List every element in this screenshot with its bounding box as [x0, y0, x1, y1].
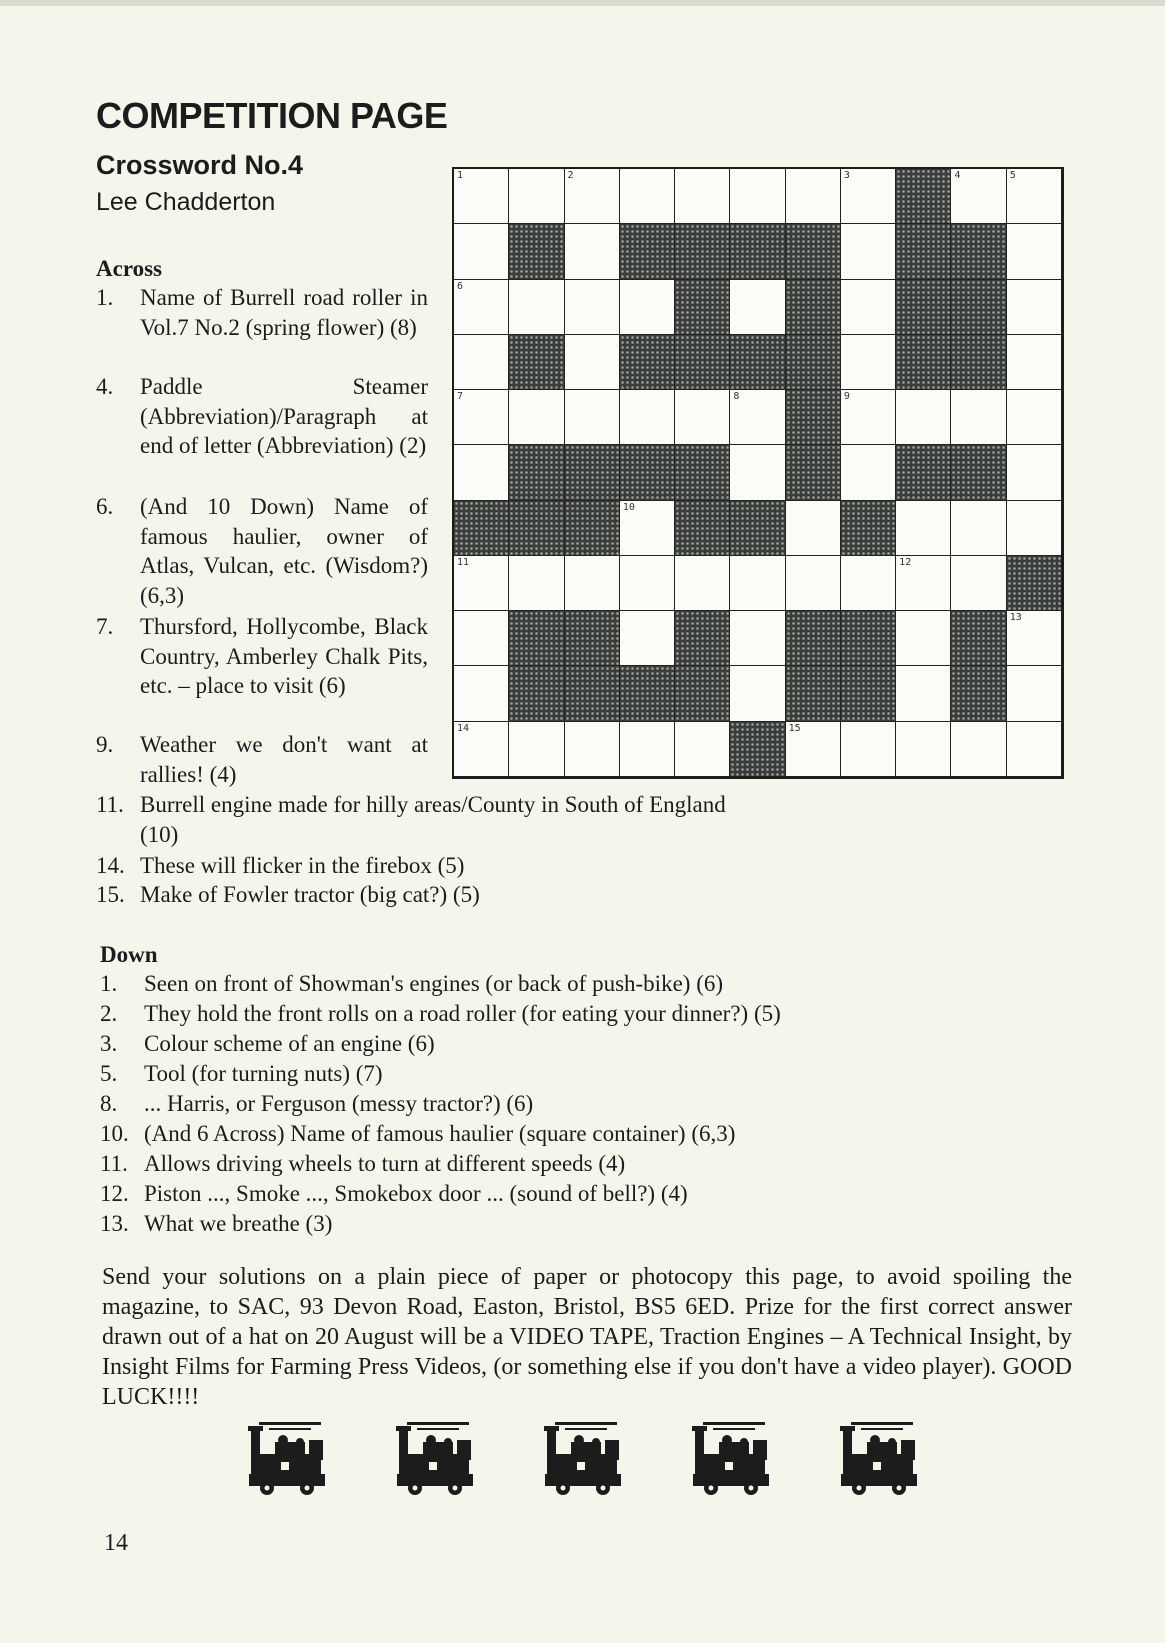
crossword-block — [896, 280, 951, 335]
crossword-cell — [1007, 280, 1062, 335]
crossword-block — [951, 224, 1006, 279]
crossword-block — [454, 501, 509, 556]
down-clue-12: 12. Piston ..., Smoke ..., Smokebox door ... (sound of bell?) (4) — [100, 1181, 688, 1206]
crossword-block — [951, 335, 1006, 390]
crossword-block — [675, 666, 730, 721]
crossword-cell — [620, 390, 675, 445]
clue-number: 5 — [1009, 170, 1016, 181]
down-clue-5: 5. Tool (for turning nuts) (7) — [100, 1061, 383, 1086]
crossword-cell — [1007, 224, 1062, 279]
crossword-cell — [951, 722, 1006, 777]
crossword-block — [675, 280, 730, 335]
crossword-cell — [841, 224, 896, 279]
crossword-cell — [841, 280, 896, 335]
crossword-block — [1007, 556, 1062, 611]
crossword-cell — [786, 501, 841, 556]
crossword-cell — [565, 224, 620, 279]
crossword-block — [786, 280, 841, 335]
crossword-block — [675, 445, 730, 500]
crossword-cell — [620, 722, 675, 777]
crossword-cell — [951, 169, 1006, 224]
crossword-block — [786, 390, 841, 445]
crossword-cell — [620, 556, 675, 611]
crossword-cell — [565, 390, 620, 445]
down-clue-2: 2. They hold the front rolls on a road roller (for eating your dinner?) (5) — [100, 1001, 781, 1026]
crossword-cell — [620, 501, 675, 556]
crossword-block — [786, 335, 841, 390]
crossword-cell — [841, 390, 896, 445]
clue-number: 7 — [457, 391, 464, 403]
clue-number: 9 — [843, 391, 850, 403]
traction-engine-icon — [396, 1422, 473, 1495]
across-clue-6: 6. (And 10 Down) Name of famous haulier, owner of Atlas, Vulcan, etc. (Wisdom?) (6,3) — [96, 494, 428, 608]
crossword-block — [620, 666, 675, 721]
crossword-cell — [730, 280, 785, 335]
crossword-block — [675, 611, 730, 666]
page-title: COMPETITION PAGE — [96, 95, 448, 136]
crossword-cell — [509, 390, 564, 445]
clue-number: 12 — [899, 556, 912, 568]
crossword-cell — [620, 280, 675, 335]
across-clue-1: 1. Name of Burrell road roller in Vol.7 No.2 (spring flower) (8) — [96, 285, 428, 340]
across-heading: Across — [96, 256, 163, 281]
crossword-cell — [454, 280, 509, 335]
crossword-cell — [841, 445, 896, 500]
crossword-block — [620, 445, 675, 500]
crossword-block — [509, 224, 564, 279]
entry-instructions: Send your solutions on a plain piece of paper or photocopy this page, to avoid spoiling the magazine, to SAC, 93 Devon Road, Easton, Bristol, BS5 6ED. Prize for the first correct answer drawn out of a hat on 20 August will be a VIDEO TAPE, Traction Engines – A Technical Insight, by Insight Films for Farming Press Videos, (or something else if you don't have a video player). GOOD LUCK!!!! — [102, 1264, 1072, 1410]
crossword-cell — [730, 611, 785, 666]
crossword-cell — [565, 722, 620, 777]
down-clue-3: 3. Colour scheme of an engine (6) — [100, 1031, 435, 1056]
crossword-cell — [675, 169, 730, 224]
crossword-cell — [1007, 390, 1062, 445]
crossword-cell — [620, 611, 675, 666]
across-clue-15: 15. Make of Fowler tractor (big cat?) (5) — [96, 882, 480, 907]
crossword-block — [509, 666, 564, 721]
crossword-block — [896, 169, 951, 224]
crossword-cell — [509, 169, 564, 224]
crossword-block — [841, 501, 896, 556]
crossword-cell — [896, 722, 951, 777]
crossword-block — [509, 335, 564, 390]
across-clue-14: 14. These will flicker in the firebox (5) — [96, 853, 465, 878]
crossword-cell — [1007, 445, 1062, 500]
crossword-block — [675, 224, 730, 279]
crossword-block — [841, 666, 896, 721]
crossword-block — [565, 666, 620, 721]
across-clue-11: 11. Burrell engine made for hilly areas/County in South of England (10) — [96, 792, 726, 847]
crossword-cell — [454, 335, 509, 390]
crossword-cell — [786, 722, 841, 777]
crossword-cell — [730, 169, 785, 224]
traction-engine-row — [245, 1418, 945, 1510]
crossword-cell — [1007, 666, 1062, 721]
crossword-block — [896, 224, 951, 279]
crossword-cell — [896, 390, 951, 445]
crossword-block — [620, 335, 675, 390]
crossword-cell — [454, 445, 509, 500]
crossword-cell — [1007, 611, 1062, 666]
crossword-cell — [509, 280, 564, 335]
page-number: 14 — [104, 1530, 128, 1556]
down-clue-10: 10. (And 6 Across) Name of famous haulier (square container) (6,3) — [100, 1121, 736, 1146]
crossword-cell — [730, 390, 785, 445]
crossword-block — [730, 722, 785, 777]
crossword-cell — [454, 666, 509, 721]
crossword-subtitle: Crossword No.4 — [96, 150, 304, 180]
traction-engine-icon — [692, 1422, 769, 1495]
crossword-cell — [896, 501, 951, 556]
crossword-cell — [896, 556, 951, 611]
crossword-block — [841, 611, 896, 666]
crossword-cell — [896, 666, 951, 721]
crossword-block — [509, 611, 564, 666]
crossword-cell — [786, 556, 841, 611]
down-clue-1: 1. Seen on front of Showman's engines (or back of push-bike) (6) — [100, 971, 724, 996]
crossword-block — [675, 335, 730, 390]
crossword-cell — [675, 390, 730, 445]
crossword-block — [896, 335, 951, 390]
crossword-cell — [565, 556, 620, 611]
crossword-block — [565, 445, 620, 500]
crossword-cell — [841, 169, 896, 224]
crossword-block — [509, 445, 564, 500]
crossword-block — [565, 611, 620, 666]
crossword-block — [730, 224, 785, 279]
crossword-cell — [454, 169, 509, 224]
across-clue-7: 7. Thursford, Hollycombe, Black Country, Amberley Chalk Pits, etc. – place to visit (6) — [96, 614, 428, 698]
crossword-cell — [896, 611, 951, 666]
crossword-cell — [951, 501, 1006, 556]
crossword-block — [730, 501, 785, 556]
crossword-block — [951, 280, 1006, 335]
crossword-block — [620, 224, 675, 279]
crossword-cell — [454, 224, 509, 279]
crossword-cell — [841, 556, 896, 611]
clue-number: 10 — [622, 501, 635, 513]
traction-engine-icon — [544, 1422, 621, 1495]
clue-number: 13 — [1009, 612, 1022, 624]
crossword-block — [896, 445, 951, 500]
down-clue-8: 8. ... Harris, or Ferguson (messy tractor?) (6) — [100, 1091, 534, 1116]
crossword-cell — [620, 169, 675, 224]
clue-number: 4 — [954, 170, 961, 181]
crossword-cell — [730, 556, 785, 611]
crossword-cell — [1007, 335, 1062, 390]
crossword-block — [786, 224, 841, 279]
crossword-cell — [565, 335, 620, 390]
crossword-grid — [452, 167, 1064, 779]
crossword-cell — [730, 445, 785, 500]
crossword-block — [675, 501, 730, 556]
crossword-cell — [454, 390, 509, 445]
traction-engine-icon — [248, 1422, 325, 1495]
traction-engine-icon — [840, 1422, 917, 1495]
across-clue-4: 4. Paddle Steamer (Abbreviation)/Paragraph at end of letter (Abbreviation) (2) — [96, 374, 428, 458]
crossword-block — [786, 445, 841, 500]
clue-number: 8 — [733, 391, 740, 403]
clue-number: 6 — [457, 280, 464, 292]
clue-number: 2 — [567, 170, 574, 181]
crossword-block — [786, 611, 841, 666]
crossword-cell — [454, 556, 509, 611]
crossword-cell — [786, 169, 841, 224]
crossword-cell — [565, 280, 620, 335]
crossword-cell — [454, 611, 509, 666]
crossword-cell — [509, 556, 564, 611]
crossword-cell — [730, 666, 785, 721]
crossword-cell — [1007, 501, 1062, 556]
crossword-cell — [951, 556, 1006, 611]
clue-number: 3 — [843, 170, 850, 181]
crossword-cell — [841, 722, 896, 777]
crossword-cell — [841, 335, 896, 390]
author-name: Lee Chadderton — [96, 188, 276, 216]
clue-number: 11 — [457, 556, 470, 568]
crossword-cell — [509, 722, 564, 777]
crossword-cell — [1007, 169, 1062, 224]
crossword-cell — [675, 556, 730, 611]
clue-number: 1 — [457, 170, 464, 181]
down-heading: Down — [100, 942, 158, 967]
crossword-block — [730, 335, 785, 390]
page-top-edge — [0, 0, 1165, 6]
crossword-cell — [565, 169, 620, 224]
crossword-block — [786, 666, 841, 721]
crossword-block — [509, 501, 564, 556]
clue-number: 15 — [788, 722, 801, 734]
down-clue-13: 13. What we breathe (3) — [100, 1211, 333, 1236]
crossword-block — [565, 501, 620, 556]
across-clue-9: 9. Weather we don't want at rallies! (4) — [96, 732, 428, 787]
clue-number: 14 — [457, 722, 470, 734]
crossword-block — [951, 611, 1006, 666]
crossword-block — [951, 666, 1006, 721]
crossword-cell — [951, 390, 1006, 445]
crossword-cell — [1007, 722, 1062, 777]
crossword-cell — [454, 722, 509, 777]
crossword-block — [951, 445, 1006, 500]
crossword-cell — [675, 722, 730, 777]
down-clue-11: 11. Allows driving wheels to turn at different speeds (4) — [100, 1151, 626, 1176]
